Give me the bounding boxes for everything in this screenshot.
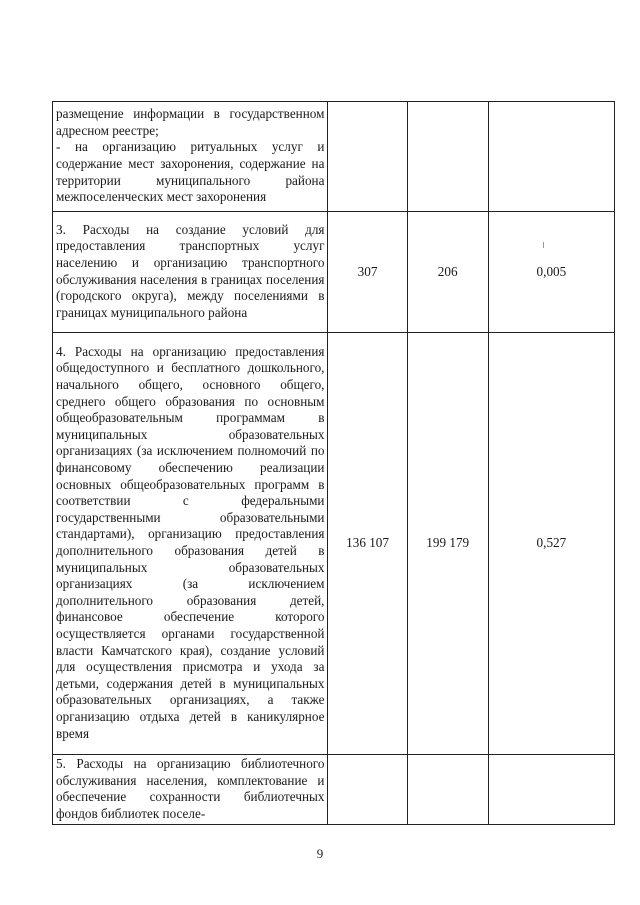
scan-mark	[543, 242, 544, 248]
row-value-col3	[407, 755, 488, 825]
table-row	[53, 212, 615, 333]
row-value-col2: 136 107	[328, 333, 407, 755]
row-description: размещение информации в государственном адресном реестре; - на организацию ритуальных услуг и содержание мест захоронения, содержание на территории муниципального района межпоселенческих мест захоронения	[53, 102, 328, 212]
row-value-col3: 199 179	[407, 333, 488, 755]
row-value-col4: 0,527	[488, 333, 614, 755]
row-value-col2: 307	[328, 212, 407, 333]
row-description: 3. Расходы на создание условий для предоставления транспортных услуг населению и организацию транспортного обслуживания населения в границах поселения (городского округа), между поселениями в границах муниципального района	[53, 212, 328, 333]
table-row	[53, 755, 615, 825]
row-value-col4	[488, 102, 614, 212]
row-value-col4	[488, 755, 614, 825]
row-description: 5. Расходы на организацию библиотечного обслуживания населения, комплектование и обеспечение сохранности библиотечных фондов библиотек поселе-	[53, 755, 328, 825]
table-row	[53, 102, 615, 212]
row-value-col3: 206	[407, 212, 488, 333]
row-value-col2	[328, 102, 407, 212]
expenses-table	[52, 101, 615, 825]
page-number: 9	[316, 846, 324, 861]
table-row	[53, 333, 615, 755]
row-value-col2	[328, 755, 407, 825]
row-value-col4: 0,005	[488, 212, 614, 333]
row-description: 4. Расходы на организацию предоставления общедоступного и бесплатного дошкольного, начального общего, основного общего, среднего общего образования по основным общеобразовательным программам в муниципальных образовательных организациях (за исключением полномочий по финансовому обеспечению реализации основных общеобразовательных программ в соответствии с федеральными государственными образовательными стандартами), организацию предоставления дополнительного образования детей в муниципальных образовательных организациях (за исключением дополнительного образования детей, финансовое обеспечение которого осуществляется органами государственной власти Камчатского края), создание условий для осуществления присмотра и ухода за детьми, содержания детей в муниципальных образовательных организациях, а также организацию отдыха детей в каникулярное время	[53, 333, 328, 755]
row-value-col3	[407, 102, 488, 212]
